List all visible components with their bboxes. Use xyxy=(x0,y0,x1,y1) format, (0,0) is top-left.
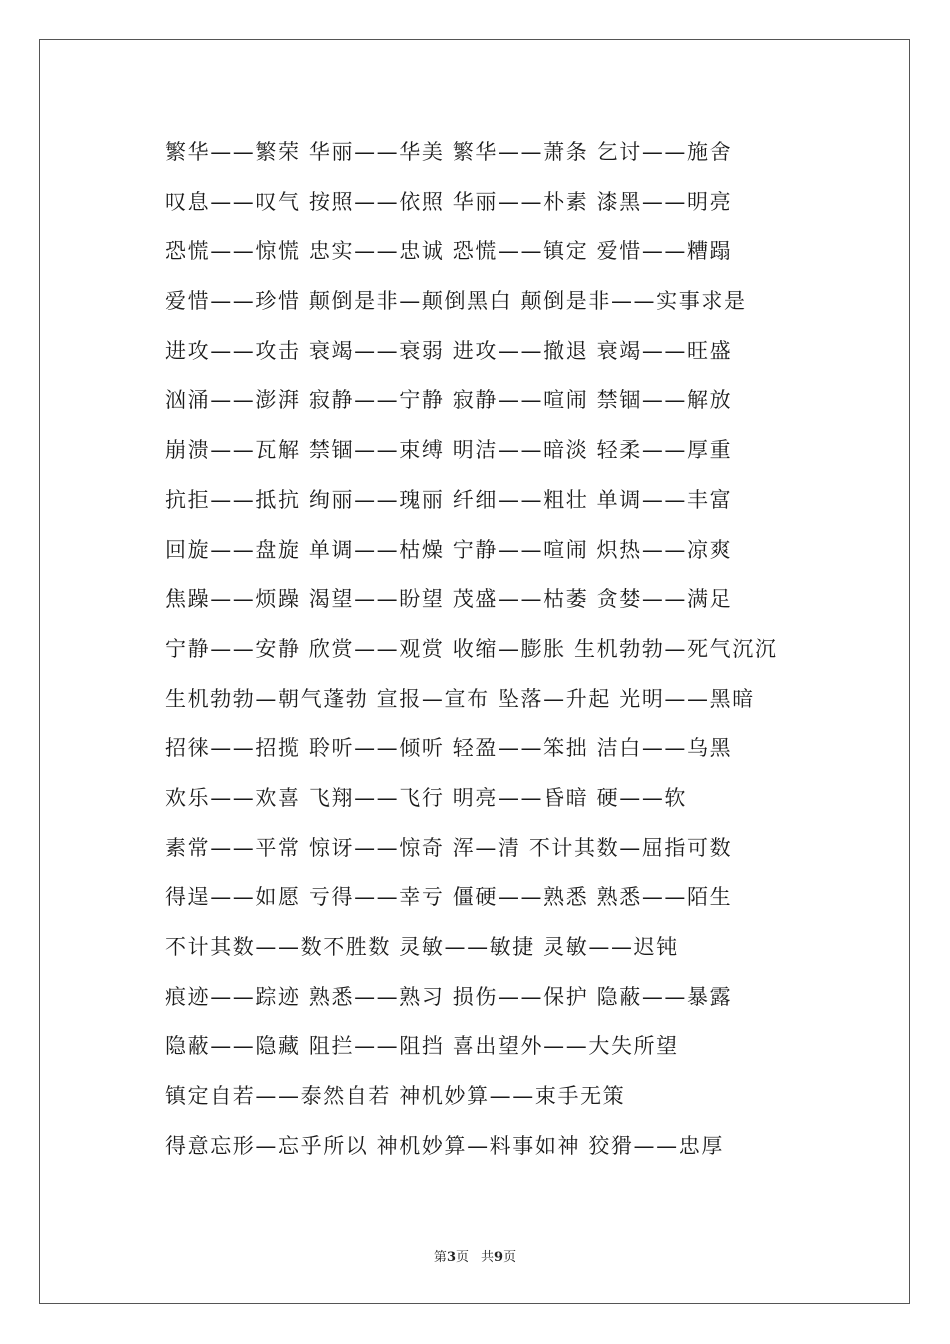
text-line: 汹涌——澎湃 寂静——宁静 寂静——喧闹 禁锢——解放 xyxy=(165,388,733,413)
text-line: 崩溃——瓦解 禁锢——束缚 明洁——暗淡 轻柔——厚重 xyxy=(165,438,733,463)
text-line: 隐蔽——隐藏 阻拦——阻挡 喜出望外——大失所望 xyxy=(165,1034,679,1059)
page-footer xyxy=(0,1246,950,1265)
page-number: 3 xyxy=(446,1250,456,1265)
text-line: 招徕——招揽 聆听——倾听 轻盈——笨拙 洁白——乌黑 xyxy=(165,736,733,761)
text-line: 得意忘形—忘乎所以 神机妙算—料事如神 狡猾——忠厚 xyxy=(165,1133,724,1158)
text-line: 素常——平常 惊讶——惊奇 浑—清 不计其数—屈指可数 xyxy=(165,835,733,860)
total-prefix: 共 xyxy=(481,1250,495,1265)
text-line: 欢乐——欢喜 飞翔——飞行 明亮——昏暗 硬——软 xyxy=(165,785,688,810)
text-line: 恐慌——惊慌 忠实——忠诚 恐慌——镇定 爱惜——糟蹋 xyxy=(165,239,733,264)
text-line: 镇定自若——泰然自若 神机妙算——束手无策 xyxy=(165,1084,626,1109)
text-line: 爱惜——珍惜 颠倒是非—颠倒黑白 颠倒是非——实事求是 xyxy=(165,289,747,314)
text-line: 得逞——如愿 亏得——幸亏 僵硬——熟悉 熟悉——陌生 xyxy=(165,885,733,910)
text-line: 回旋——盘旋 单调——枯燥 宁静——喧闹 炽热——凉爽 xyxy=(165,537,733,562)
total-suffix: 页 xyxy=(503,1250,517,1265)
text-line: 不计其数——数不胜数 灵敏——敏捷 灵敏——迟钝 xyxy=(165,935,679,959)
text-line: 生机勃勃—朝气蓬勃 宣报—宣布 坠落—升起 光明——黑暗 xyxy=(165,686,755,711)
text-line: 抗拒——抵抗 绚丽——瑰丽 纤细——粗壮 单调——丰富 xyxy=(165,487,733,512)
text-line: 繁华——繁荣 华丽——华美 繁华——萧条 乞讨——施舍 xyxy=(165,140,733,164)
page-suffix: 页 xyxy=(455,1250,469,1265)
text-line: 叹息——叹气 按照——依照 华丽——朴素 漆黑——明亮 xyxy=(165,189,733,214)
text-line: 进攻——攻击 衰竭——衰弱 进攻——撤退 衰竭——旺盛 xyxy=(165,338,733,363)
text-line: 焦躁——烦躁 渴望——盼望 茂盛——枯萎 贪婪——满足 xyxy=(165,587,733,612)
text-line: 宁静——安静 欣赏——观赏 收缩—膨胀 生机勃勃—死气沉沉 xyxy=(165,636,778,661)
page-prefix: 第 xyxy=(433,1250,447,1265)
total-pages: 9 xyxy=(494,1250,504,1265)
word-pair-list xyxy=(165,128,865,1171)
text-line: 痕迹——踪迹 熟悉——熟习 损伤——保护 隐蔽——暴露 xyxy=(165,984,733,1009)
